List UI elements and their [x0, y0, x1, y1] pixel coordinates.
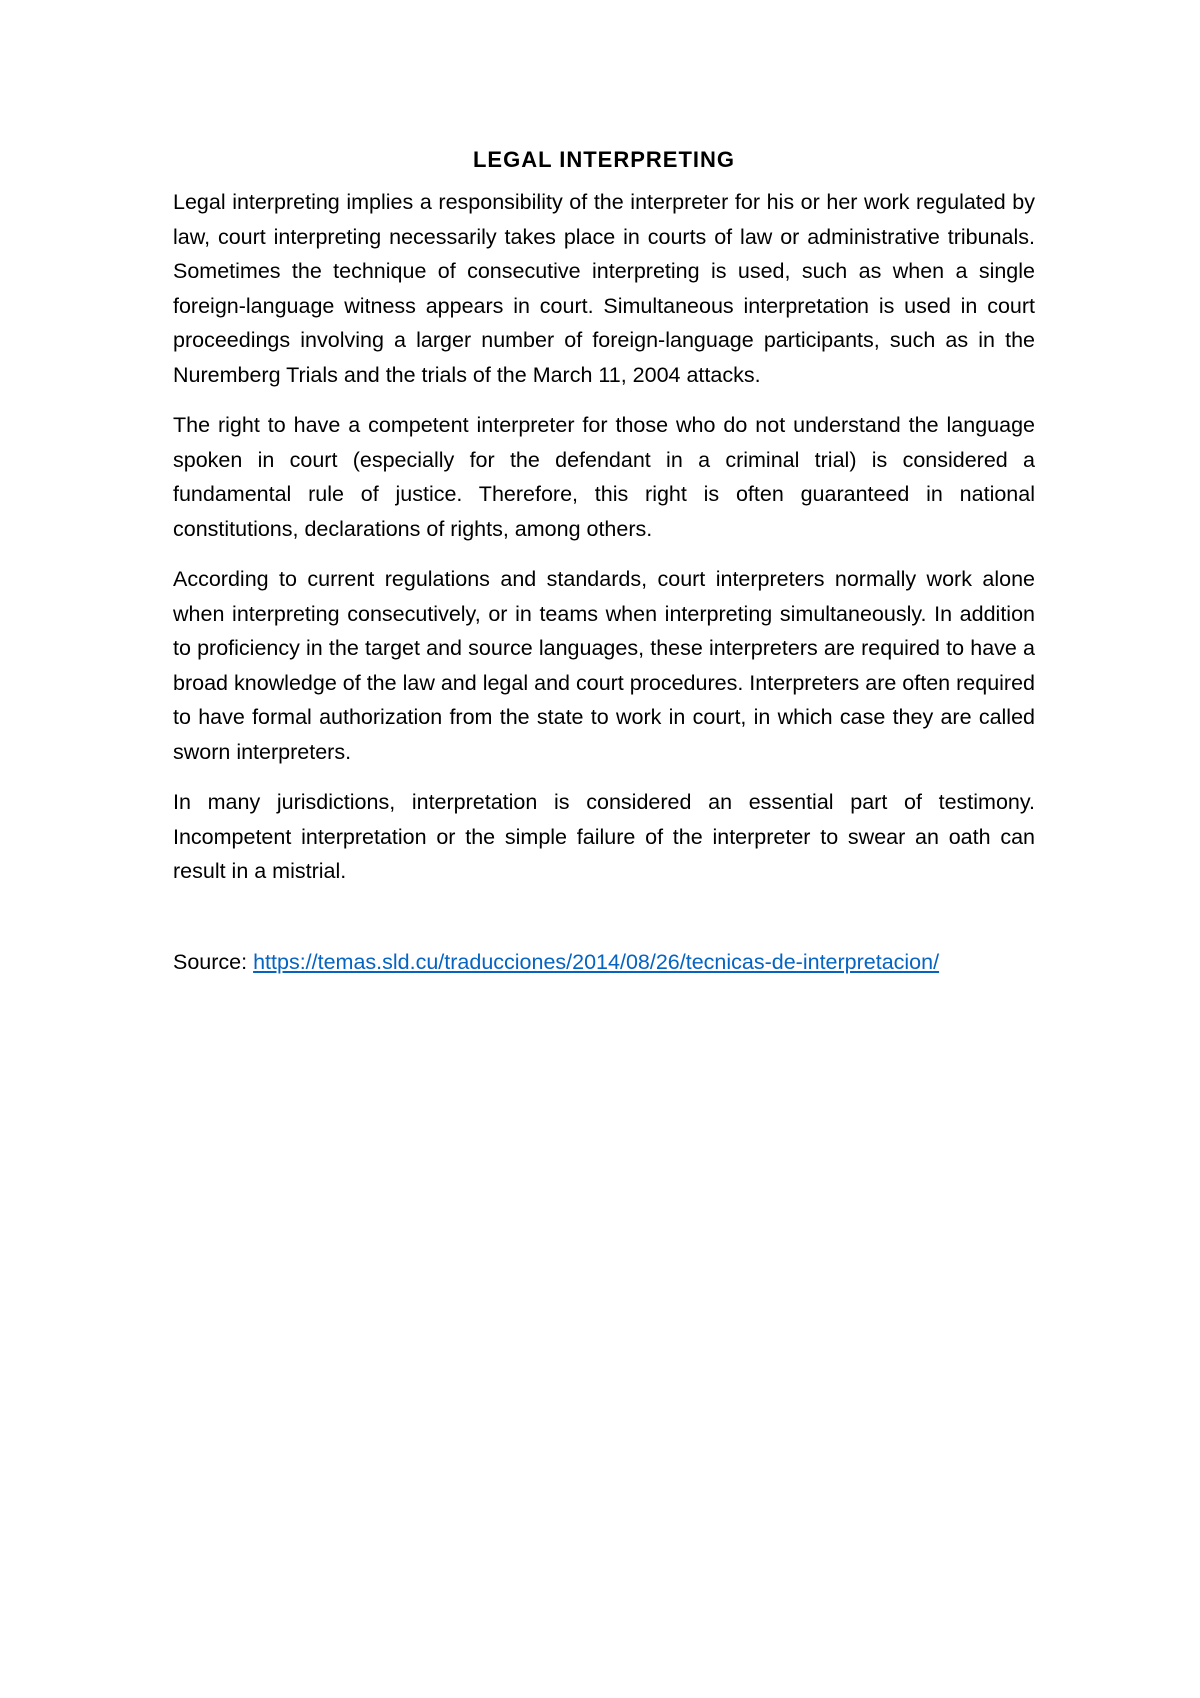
- paragraph-2: The right to have a competent interpreter for those who do not understand the language spoken in court (especially for the defendant in a criminal trial) is considered a fundamental rule of justice. Therefore, this right is often guaranteed in national constitutions, declarations of rights, among others.: [173, 413, 1035, 541]
- paragraph-3: According to current regulations and standards, court interpreters normally work alone when interpreting consecutively, or in teams when interpreting simultaneously. In addition to proficiency in the target and source languages, these interpreters are required to have a broad knowledge of the law and legal and court procedures. Interpreters are often required to have formal authorization from the state to work in court, in which case they are called sworn interpreters.: [173, 567, 1035, 764]
- spacer: [173, 905, 1035, 945]
- paragraph-1: Legal interpreting implies a responsibility of the interpreter for his or her work regulated by law, court interpreting necessarily takes place in courts of law or administrative tribunals. Sometimes the technique of consecutive interpreting is used, such as when a single foreign-language witness appears in court. Simultaneous interpretation is used in court proceedings involving a larger number of foreign-language participants, such as in the Nuremberg Trials and the trials of the March 11, 2004 attacks.: [173, 190, 1035, 387]
- paragraph-4: In many jurisdictions, interpretation is considered an essential part of testimony. Incompetent interpretation or the simple failure of the interpreter to swear an oath can result in a mistrial.: [173, 790, 1035, 883]
- document-title: LEGAL INTERPRETING: [472, 147, 736, 172]
- document-page: [173, 145, 1035, 979]
- source-link[interactable]: https://temas.sld.cu/traducciones/2014/08/26/tecnicas-de-interpretacion/: [253, 949, 940, 974]
- source-line: [173, 945, 1035, 980]
- source-label: Source:: [173, 949, 254, 974]
